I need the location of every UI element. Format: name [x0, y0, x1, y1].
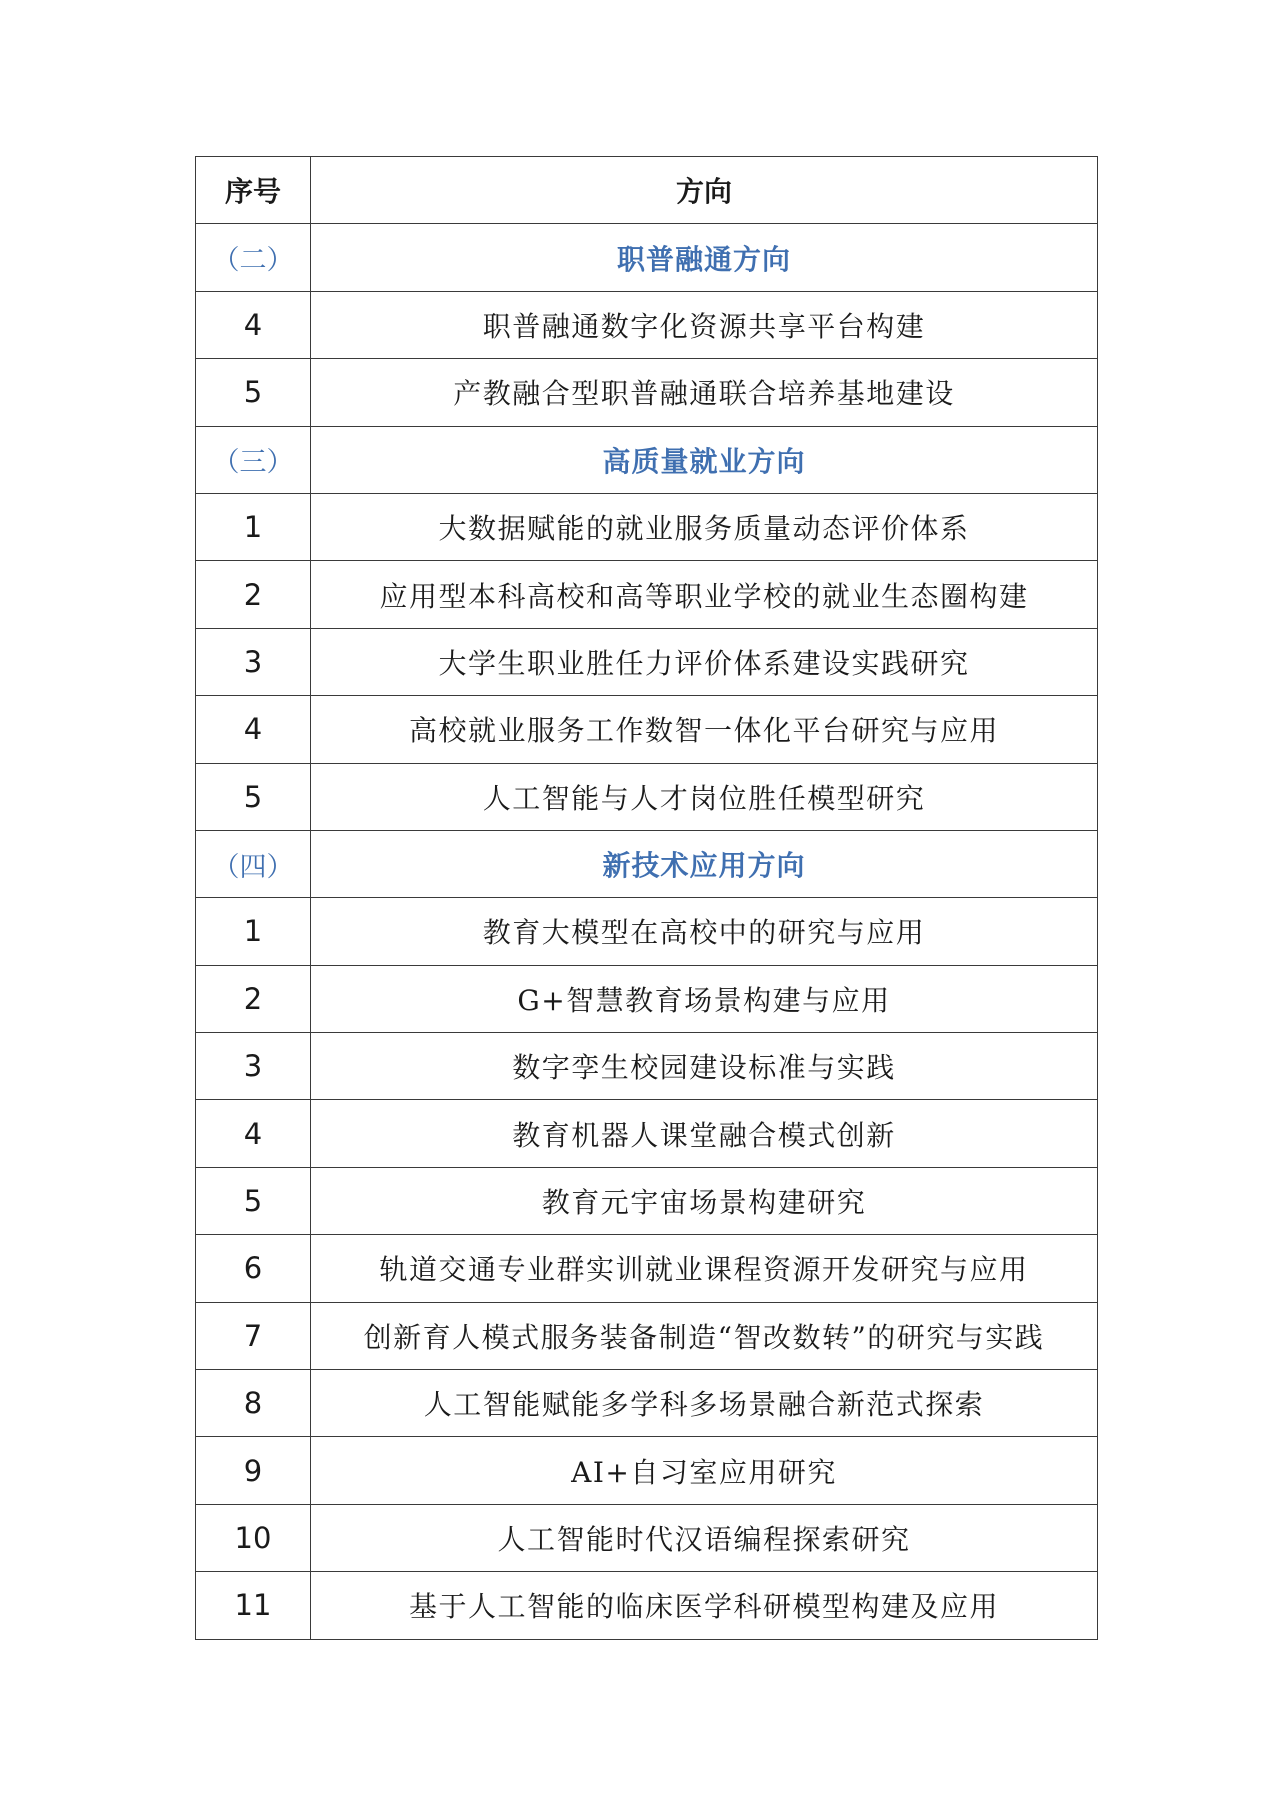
row-direction: 应用型本科高校和高等职业学校的就业生态圈构建 [311, 561, 1098, 628]
table-body [196, 224, 1098, 1639]
row-direction: 人工智能与人才岗位胜任模型研究 [311, 763, 1098, 830]
table-row [196, 696, 1098, 763]
table-row [196, 561, 1098, 628]
table-row [196, 291, 1098, 358]
row-direction: 高校就业服务工作数智一体化平台研究与应用 [311, 696, 1098, 763]
section-title: 新技术应用方向 [311, 830, 1098, 897]
section-index: （四） [196, 830, 311, 897]
table-row [196, 1572, 1098, 1639]
row-index: 11 [196, 1572, 311, 1639]
row-index: 5 [196, 1167, 311, 1234]
section-row [196, 224, 1098, 291]
table-row [196, 763, 1098, 830]
row-index: 8 [196, 1370, 311, 1437]
row-index: 3 [196, 1033, 311, 1100]
section-title: 职普融通方向 [311, 224, 1098, 291]
row-direction: AI+自习室应用研究 [311, 1437, 1098, 1504]
table-row [196, 898, 1098, 965]
table-row [196, 1100, 1098, 1167]
section-index: （三） [196, 426, 311, 493]
table-row [196, 1302, 1098, 1369]
header-index: 序号 [196, 157, 311, 224]
table-row [196, 493, 1098, 560]
row-direction: 教育机器人课堂融合模式创新 [311, 1100, 1098, 1167]
table-row [196, 1167, 1098, 1234]
row-direction: 人工智能时代汉语编程探索研究 [311, 1504, 1098, 1571]
section-index: （二） [196, 224, 311, 291]
table-row [196, 1235, 1098, 1302]
table-row [196, 628, 1098, 695]
row-direction: 教育元宇宙场景构建研究 [311, 1167, 1098, 1234]
row-direction: 教育大模型在高校中的研究与应用 [311, 898, 1098, 965]
table-row [196, 1504, 1098, 1571]
row-index: 10 [196, 1504, 311, 1571]
row-index: 7 [196, 1302, 311, 1369]
table-row [196, 1370, 1098, 1437]
row-direction: 基于人工智能的临床医学科研模型构建及应用 [311, 1572, 1098, 1639]
section-row [196, 830, 1098, 897]
row-index: 1 [196, 493, 311, 560]
row-direction: 职普融通数字化资源共享平台构建 [311, 291, 1098, 358]
document-page [195, 156, 1097, 1640]
table-row [196, 1033, 1098, 1100]
row-direction: 产教融合型职普融通联合培养基地建设 [311, 359, 1098, 426]
row-direction: 大学生职业胜任力评价体系建设实践研究 [311, 628, 1098, 695]
row-index: 5 [196, 763, 311, 830]
row-direction: 创新育人模式服务装备制造“智改数转”的研究与实践 [311, 1302, 1098, 1369]
section-title: 高质量就业方向 [311, 426, 1098, 493]
research-directions-table [195, 156, 1098, 1640]
row-index: 5 [196, 359, 311, 426]
row-direction: 大数据赋能的就业服务质量动态评价体系 [311, 493, 1098, 560]
row-index: 4 [196, 291, 311, 358]
row-index: 4 [196, 1100, 311, 1167]
row-index: 2 [196, 561, 311, 628]
row-direction: G+智慧教育场景构建与应用 [311, 965, 1098, 1032]
row-direction: 人工智能赋能多学科多场景融合新范式探索 [311, 1370, 1098, 1437]
table-row [196, 1437, 1098, 1504]
row-direction: 轨道交通专业群实训就业课程资源开发研究与应用 [311, 1235, 1098, 1302]
header-direction: 方向 [311, 157, 1098, 224]
table-row [196, 965, 1098, 1032]
section-row [196, 426, 1098, 493]
row-index: 4 [196, 696, 311, 763]
row-index: 3 [196, 628, 311, 695]
row-index: 6 [196, 1235, 311, 1302]
row-direction: 数字孪生校园建设标准与实践 [311, 1033, 1098, 1100]
table-row [196, 359, 1098, 426]
row-index: 1 [196, 898, 311, 965]
table-header-row [196, 157, 1098, 224]
row-index: 2 [196, 965, 311, 1032]
row-index: 9 [196, 1437, 311, 1504]
